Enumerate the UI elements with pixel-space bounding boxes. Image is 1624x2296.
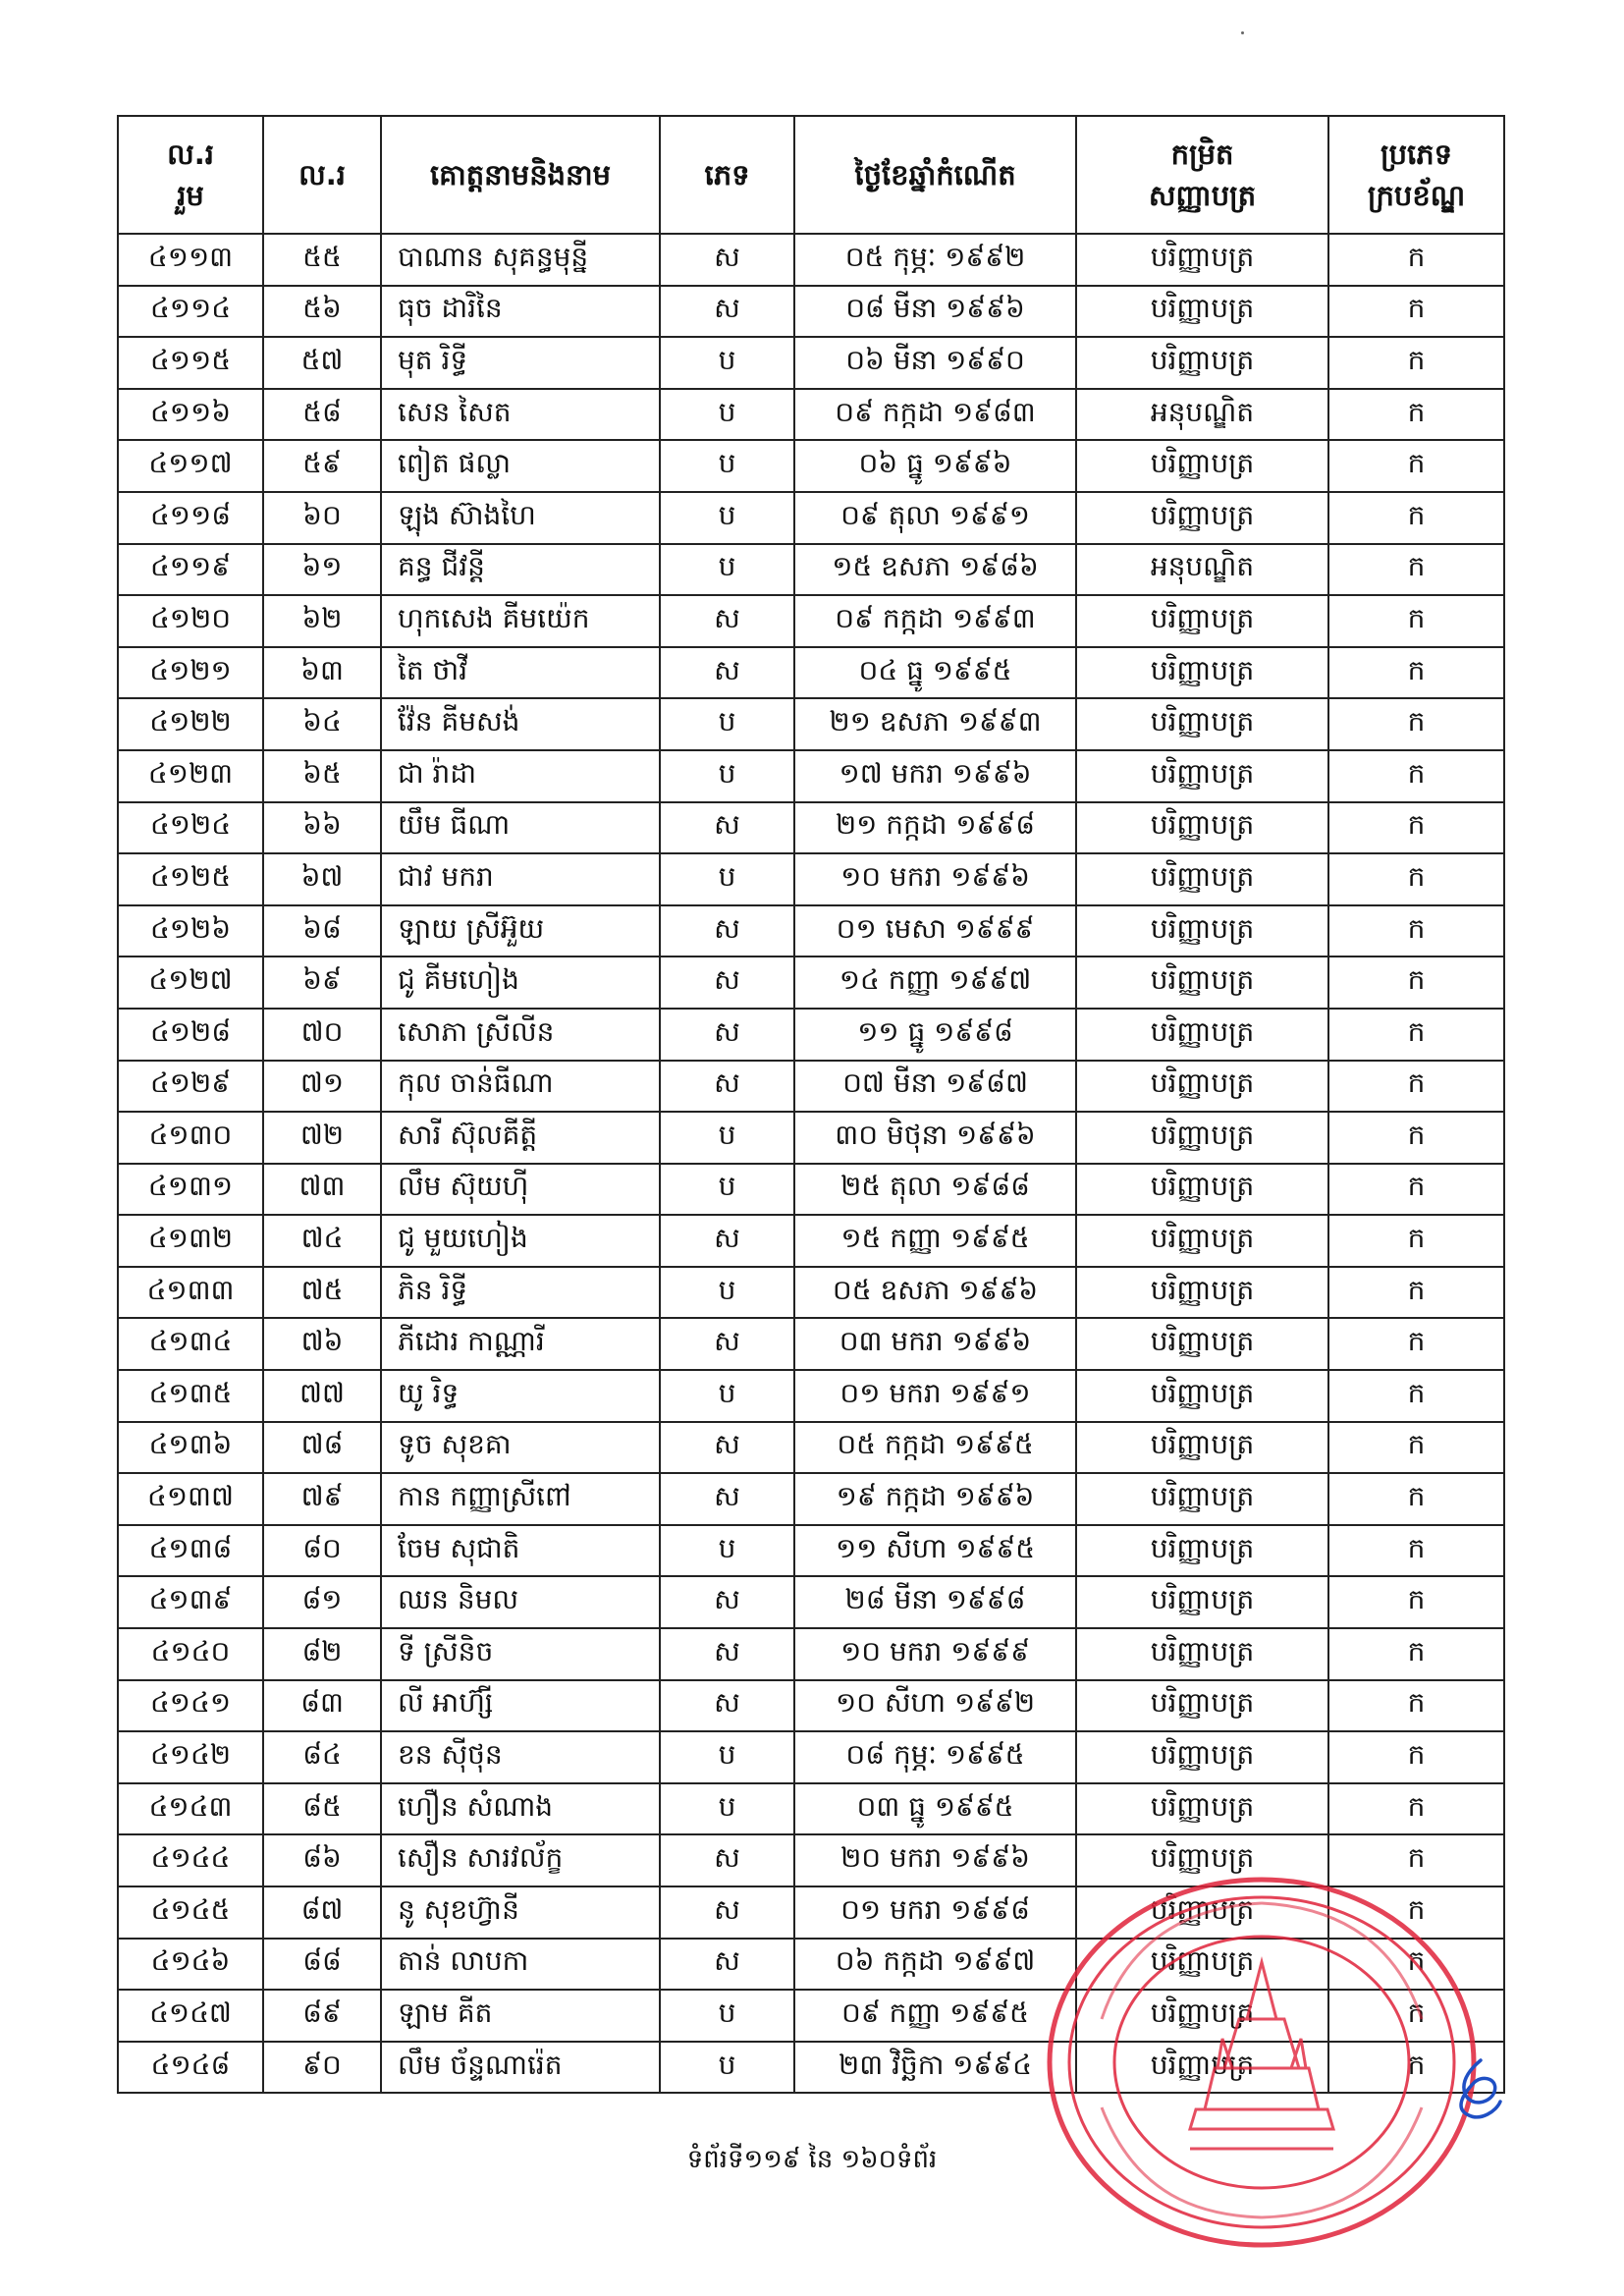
degree-cell: បរិញ្ញាបត្រ (1076, 2042, 1328, 2094)
no-cell: ៦៤ (263, 698, 381, 750)
no-cell: ៨៣ (263, 1680, 381, 1732)
overall-no-cell: ៤១២០ (118, 595, 263, 647)
name-cell: លី អាហ៊្សី (381, 1680, 660, 1732)
overall-no-cell: ៤១២៦ (118, 905, 263, 957)
no-cell: ៧៩ (263, 1473, 381, 1525)
framework-cell: ក (1328, 1939, 1504, 1991)
gender-cell: ប (660, 698, 794, 750)
no-cell: ៨០ (263, 1525, 381, 1577)
no-cell: ៧៧ (263, 1370, 381, 1422)
framework-cell: ក (1328, 1834, 1504, 1886)
birthdate-cell: ១១ ធ្នូ ១៩៩៨ (794, 1009, 1076, 1061)
no-cell: ៦៧ (263, 853, 381, 905)
table-row (118, 698, 1504, 750)
table-row (118, 595, 1504, 647)
table-row (118, 750, 1504, 802)
col-header-no: ល.រ (263, 116, 381, 234)
gender-cell: ស (660, 1318, 794, 1370)
header-row (118, 116, 1504, 234)
table-row (118, 1009, 1504, 1061)
no-cell: ៧៨ (263, 1422, 381, 1474)
gender-cell: ប (660, 750, 794, 802)
framework-cell: ក (1328, 698, 1504, 750)
table-row (118, 905, 1504, 957)
framework-cell: ក (1328, 957, 1504, 1009)
gender-cell: ស (660, 647, 794, 699)
degree-cell: បរិញ្ញាបត្រ (1076, 1112, 1328, 1164)
degree-cell: បរិញ្ញាបត្រ (1076, 234, 1328, 286)
gender-cell: ស (660, 1473, 794, 1525)
birthdate-cell: ១៧ មករា ១៩៩៦ (794, 750, 1076, 802)
birthdate-cell: ០៥ ឧសភា ១៩៩៦ (794, 1267, 1076, 1319)
name-cell: សេន សៃត (381, 389, 660, 441)
overall-no-cell: ៤១៤៤ (118, 1834, 263, 1886)
name-cell: ភីដោរ កាណ្ណារី (381, 1318, 660, 1370)
gender-cell: ស (660, 1939, 794, 1991)
table-row (118, 853, 1504, 905)
gender-cell: ស (660, 1628, 794, 1680)
degree-cell: បរិញ្ញាបត្រ (1076, 1628, 1328, 1680)
table-row (118, 1215, 1504, 1267)
framework-cell: ក (1328, 647, 1504, 699)
framework-cell: ក (1328, 1112, 1504, 1164)
gender-cell: ស (660, 905, 794, 957)
degree-cell: បរិញ្ញាបត្រ (1076, 1164, 1328, 1216)
overall-no-cell: ៤១៣៥ (118, 1370, 263, 1422)
no-cell: ៧៥ (263, 1267, 381, 1319)
overall-no-cell: ៤១៤៣ (118, 1783, 263, 1835)
name-cell: សារី ស៊ុលគីត្តី (381, 1112, 660, 1164)
birthdate-cell: ០៥ កក្កដា ១៩៩៥ (794, 1422, 1076, 1474)
overall-no-cell: ៤១២៥ (118, 853, 263, 905)
name-cell: ជូ មួយហៀង (381, 1215, 660, 1267)
name-cell: គន្ធ ជីវន្តី (381, 544, 660, 596)
name-cell: សឿន សារវល័ក្ខ (381, 1834, 660, 1886)
gender-cell: ប (660, 440, 794, 492)
no-cell: ៦៨ (263, 905, 381, 957)
col-header-birthdate: ថ្ងៃខែឆ្នាំកំណើត (794, 116, 1076, 234)
birthdate-cell: ០៩ តុលា ១៩៩១ (794, 492, 1076, 544)
gender-cell: ស (660, 1422, 794, 1474)
framework-cell: ក (1328, 1318, 1504, 1370)
table-row (118, 1370, 1504, 1422)
no-cell: ៨៨ (263, 1939, 381, 1991)
overall-no-cell: ៤១២១ (118, 647, 263, 699)
degree-cell: បរិញ្ញាបត្រ (1076, 595, 1328, 647)
table-row (118, 286, 1504, 338)
gender-cell: ស (660, 595, 794, 647)
table-row (118, 1061, 1504, 1113)
gender-cell: ប (660, 1731, 794, 1783)
degree-cell: បរិញ្ញាបត្រ (1076, 1061, 1328, 1113)
table-row (118, 1576, 1504, 1628)
framework-cell: ក (1328, 1061, 1504, 1113)
birthdate-cell: ០៦ ធ្នូ ១៩៩៦ (794, 440, 1076, 492)
birthdate-cell: ០៩ កញ្ញា ១៩៩៥ (794, 1990, 1076, 2042)
framework-cell: ក (1328, 286, 1504, 338)
degree-cell: បរិញ្ញាបត្រ (1076, 1783, 1328, 1835)
no-cell: ៧២ (263, 1112, 381, 1164)
overall-no-cell: ៤១៣៤ (118, 1318, 263, 1370)
framework-cell: ក (1328, 1009, 1504, 1061)
birthdate-cell: ២៨ មីនា ១៩៩៨ (794, 1576, 1076, 1628)
overall-no-cell: ៤១៣០ (118, 1112, 263, 1164)
framework-cell: ក (1328, 389, 1504, 441)
degree-cell: បរិញ្ញាបត្រ (1076, 905, 1328, 957)
roster-table (117, 115, 1505, 2094)
table-row (118, 1422, 1504, 1474)
degree-cell: បរិញ្ញាបត្រ (1076, 1886, 1328, 1939)
gender-cell: ស (660, 1009, 794, 1061)
table-row (118, 1318, 1504, 1370)
overall-no-cell: ៤១១៦ (118, 389, 263, 441)
overall-no-cell: ៤១១៤ (118, 286, 263, 338)
gender-cell: ប (660, 1370, 794, 1422)
table-row (118, 440, 1504, 492)
overall-no-cell: ៤១៣២ (118, 1215, 263, 1267)
official-seal-stamp (1043, 1872, 1481, 2253)
degree-cell: បរិញ្ញាបត្រ (1076, 1009, 1328, 1061)
birthdate-cell: ០៨ កុម្ភៈ ១៩៩៥ (794, 1731, 1076, 1783)
framework-cell: ក (1328, 1473, 1504, 1525)
name-cell: វ៉ែន គីមសង់ (381, 698, 660, 750)
no-cell: ៧៣ (263, 1164, 381, 1216)
name-cell: ពៀត ផល្លា (381, 440, 660, 492)
framework-cell: ក (1328, 802, 1504, 854)
birthdate-cell: ១៥ កញ្ញា ១៩៩៥ (794, 1215, 1076, 1267)
overall-no-cell: ៤១២៤ (118, 802, 263, 854)
gender-cell: ស (660, 1680, 794, 1732)
overall-no-cell: ៤១២៩ (118, 1061, 263, 1113)
framework-cell: ក (1328, 750, 1504, 802)
degree-cell: បរិញ្ញាបត្រ (1076, 1939, 1328, 1991)
birthdate-cell: ២៥ តុលា ១៩៨៨ (794, 1164, 1076, 1216)
name-cell: ទូច សុខគា (381, 1422, 660, 1474)
name-cell: ធុច ដារិនៃ (381, 286, 660, 338)
degree-cell: បរិញ្ញាបត្រ (1076, 337, 1328, 389)
degree-cell: បរិញ្ញាបត្រ (1076, 1473, 1328, 1525)
gender-cell: ប (660, 1990, 794, 2042)
roster-body (118, 234, 1504, 2093)
degree-cell: បរិញ្ញាបត្រ (1076, 492, 1328, 544)
degree-cell: បរិញ្ញាបត្រ (1076, 750, 1328, 802)
birthdate-cell: ០៥ កុម្ភៈ ១៩៩២ (794, 234, 1076, 286)
overall-no-cell: ៤១៣១ (118, 1164, 263, 1216)
no-cell: ៨២ (263, 1628, 381, 1680)
framework-cell: ក (1328, 595, 1504, 647)
name-cell: ជូ គីមហៀង (381, 957, 660, 1009)
framework-cell: ក (1328, 853, 1504, 905)
degree-cell: បរិញ្ញាបត្រ (1076, 1422, 1328, 1474)
framework-cell: ក (1328, 544, 1504, 596)
birthdate-cell: ២៣ វិច្ឆិកា ១៩៩៤ (794, 2042, 1076, 2094)
col-header-name: គោត្តនាមនិងនាម (381, 116, 660, 234)
name-cell: ជា រ៉ាដា (381, 750, 660, 802)
table-row (118, 1628, 1504, 1680)
gender-cell: ស (660, 1886, 794, 1939)
gender-cell: ស (660, 802, 794, 854)
name-cell: ឡុង ស៊ាងហៃ (381, 492, 660, 544)
no-cell: ៦៣ (263, 647, 381, 699)
no-cell: ៨៩ (263, 1990, 381, 2042)
col-header-overall-no: ល.រ រួម (118, 116, 263, 234)
no-cell: ៨៧ (263, 1886, 381, 1939)
gender-cell: ប (660, 337, 794, 389)
birthdate-cell: ២១ ឧសភា ១៩៩៣ (794, 698, 1076, 750)
table-row (118, 802, 1504, 854)
degree-cell: បរិញ្ញាបត្រ (1076, 1576, 1328, 1628)
degree-cell: បរិញ្ញាបត្រ (1076, 802, 1328, 854)
birthdate-cell: ១៥ ឧសភា ១៩៨៦ (794, 544, 1076, 596)
table-row (118, 957, 1504, 1009)
col-header-gender: ភេទ (660, 116, 794, 234)
gender-cell: ប (660, 389, 794, 441)
no-cell: ៨១ (263, 1576, 381, 1628)
framework-cell: ក (1328, 234, 1504, 286)
overall-no-cell: ៤១៣៨ (118, 1525, 263, 1577)
col-header-framework: ប្រភេទ ក្របខ័ណ្ឌ (1328, 116, 1504, 234)
table-row (118, 1164, 1504, 1216)
gender-cell: ប (660, 853, 794, 905)
framework-cell: ក (1328, 1576, 1504, 1628)
framework-cell: ក (1328, 1990, 1504, 2042)
framework-cell: ក (1328, 1628, 1504, 1680)
no-cell: ៨៤ (263, 1731, 381, 1783)
table-row (118, 234, 1504, 286)
overall-no-cell: ៤១១៣ (118, 234, 263, 286)
overall-no-cell: ៤១៣៧ (118, 1473, 263, 1525)
no-cell: ៥៨ (263, 389, 381, 441)
name-cell: ភិន រិទ្ធី (381, 1267, 660, 1319)
no-cell: ៧១ (263, 1061, 381, 1113)
gender-cell: ប (660, 1525, 794, 1577)
birthdate-cell: ១៩ កក្កដា ១៩៩៦ (794, 1473, 1076, 1525)
overall-no-cell: ៤១៤៨ (118, 2042, 263, 2094)
birthdate-cell: ០១ មករា ១៩៩១ (794, 1370, 1076, 1422)
degree-cell: បរិញ្ញាបត្រ (1076, 853, 1328, 905)
gender-cell: ស (660, 957, 794, 1009)
overall-no-cell: ៤១១៥ (118, 337, 263, 389)
overall-no-cell: ៤១៤១ (118, 1680, 263, 1732)
overall-no-cell: ៤១៤០ (118, 1628, 263, 1680)
gender-cell: ស (660, 1834, 794, 1886)
name-cell: ចែម សុជាតិ (381, 1525, 660, 1577)
birthdate-cell: ០៣ ធ្នូ ១៩៩៥ (794, 1783, 1076, 1835)
no-cell: ៦៥ (263, 750, 381, 802)
table-row (118, 1473, 1504, 1525)
birthdate-cell: ២១ កក្កដា ១៩៩៨ (794, 802, 1076, 854)
framework-cell: ក (1328, 1267, 1504, 1319)
no-cell: ៧៦ (263, 1318, 381, 1370)
degree-cell: បរិញ្ញាបត្រ (1076, 698, 1328, 750)
name-cell: ឈន និមល (381, 1576, 660, 1628)
name-cell: នូ សុខហ៊្វានី (381, 1886, 660, 1939)
gender-cell: ប (660, 492, 794, 544)
framework-cell: ក (1328, 1215, 1504, 1267)
framework-cell: ក (1328, 1370, 1504, 1422)
framework-cell: ក (1328, 1731, 1504, 1783)
gender-cell: ស (660, 1215, 794, 1267)
gender-cell: ស (660, 1576, 794, 1628)
table-row (118, 1112, 1504, 1164)
table-row (118, 1731, 1504, 1783)
degree-cell: បរិញ្ញាបត្រ (1076, 1731, 1328, 1783)
signature-mark (1441, 2052, 1514, 2125)
overall-no-cell: ៤១២៣ (118, 750, 263, 802)
no-cell: ៥៧ (263, 337, 381, 389)
birthdate-cell: ០៦ មីនា ១៩៩០ (794, 337, 1076, 389)
no-cell: ៨៦ (263, 1834, 381, 1886)
name-cell: សោភា ស្រីលីន (381, 1009, 660, 1061)
framework-cell: ក (1328, 1680, 1504, 1732)
framework-cell: ក (1328, 492, 1504, 544)
page-number: ទំព័រទី១១៩ នៃ ១៦០ទំព័រ (686, 2145, 938, 2174)
gender-cell: ប (660, 1112, 794, 1164)
degree-cell: បរិញ្ញាបត្រ (1076, 647, 1328, 699)
name-cell: ទី ស្រីនិច (381, 1628, 660, 1680)
name-cell: ខន ស៊ីថុន (381, 1731, 660, 1783)
birthdate-cell: ៣០ មិថុនា ១៩៩៦ (794, 1112, 1076, 1164)
birthdate-cell: ១៤ កញ្ញា ១៩៩៧ (794, 957, 1076, 1009)
degree-cell: បរិញ្ញាបត្រ (1076, 957, 1328, 1009)
name-cell: យឹម ធីណា (381, 802, 660, 854)
framework-cell: ក (1328, 2042, 1504, 2094)
no-cell: ៧០ (263, 1009, 381, 1061)
no-cell: ៥៥ (263, 234, 381, 286)
degree-cell: បរិញ្ញាបត្រ (1076, 1990, 1328, 2042)
name-cell: កាន កញ្ញាស្រីពៅ (381, 1473, 660, 1525)
gender-cell: ប (660, 1783, 794, 1835)
no-cell: ៨៥ (263, 1783, 381, 1835)
overall-no-cell: ៤១២២ (118, 698, 263, 750)
table-row (118, 389, 1504, 441)
table-row (118, 1680, 1504, 1732)
overall-no-cell: ៤១២៧ (118, 957, 263, 1009)
birthdate-cell: ០៤ ធ្នូ ១៩៩៥ (794, 647, 1076, 699)
no-cell: ៦០ (263, 492, 381, 544)
name-cell: តាន់ លាបកា (381, 1939, 660, 1991)
birthdate-cell: ០៣ មករា ១៩៩៦ (794, 1318, 1076, 1370)
degree-cell: បរិញ្ញាបត្រ (1076, 1215, 1328, 1267)
name-cell: បាណាន សុគន្ធមុន្នី (381, 234, 660, 286)
name-cell: ហឿន សំណាង (381, 1783, 660, 1835)
framework-cell: ក (1328, 337, 1504, 389)
name-cell: លឹម ច័ន្ទណារ៉េត (381, 2042, 660, 2094)
degree-cell: បរិញ្ញាបត្រ (1076, 286, 1328, 338)
gender-cell: ស (660, 234, 794, 286)
name-cell: មុត រិទ្ធី (381, 337, 660, 389)
name-cell: តៃ ថាវី (381, 647, 660, 699)
framework-cell: ក (1328, 905, 1504, 957)
birthdate-cell: ១០ សីហា ១៩៩២ (794, 1680, 1076, 1732)
birthdate-cell: ១០ មករា ១៩៩៩ (794, 1628, 1076, 1680)
no-cell: ៩០ (263, 2042, 381, 2094)
framework-cell: ក (1328, 1525, 1504, 1577)
no-cell: ៧៤ (263, 1215, 381, 1267)
birthdate-cell: ១០ មករា ១៩៩៦ (794, 853, 1076, 905)
gender-cell: ប (660, 2042, 794, 2094)
no-cell: ៦៦ (263, 802, 381, 854)
framework-cell: ក (1328, 440, 1504, 492)
corner-dot (1241, 31, 1244, 34)
overall-no-cell: ៤១១៩ (118, 544, 263, 596)
overall-no-cell: ៤១៤២ (118, 1731, 263, 1783)
name-cell: ហុកសេង គីមយ៉េក (381, 595, 660, 647)
birthdate-cell: ១១ សីហា ១៩៩៥ (794, 1525, 1076, 1577)
overall-no-cell: ៤១១៧ (118, 440, 263, 492)
framework-cell: ក (1328, 1783, 1504, 1835)
degree-cell: បរិញ្ញាបត្រ (1076, 1680, 1328, 1732)
overall-no-cell: ៤១៣៣ (118, 1267, 263, 1319)
degree-cell: បរិញ្ញាបត្រ (1076, 1370, 1328, 1422)
table-row (118, 1267, 1504, 1319)
no-cell: ៥៦ (263, 286, 381, 338)
birthdate-cell: ០៨ មីនា ១៩៩៦ (794, 286, 1076, 338)
no-cell: ៦២ (263, 595, 381, 647)
overall-no-cell: ៤១៤៧ (118, 1990, 263, 2042)
no-cell: ៥៩ (263, 440, 381, 492)
birthdate-cell: ០៩ កក្កដា ១៩៩៣ (794, 595, 1076, 647)
name-cell: ឡាយ ស្រីអ៊ួយ (381, 905, 660, 957)
overall-no-cell: ៤១៣៦ (118, 1422, 263, 1474)
overall-no-cell: ៤១៤៦ (118, 1939, 263, 1991)
degree-cell: អនុបណ្ឌិត (1076, 544, 1328, 596)
birthdate-cell: ០១ មករា ១៩៩៨ (794, 1886, 1076, 1939)
name-cell: ជាវ មករា (381, 853, 660, 905)
overall-no-cell: ៤១១៨ (118, 492, 263, 544)
name-cell: លឹម ស៊ុយហ៊ី (381, 1164, 660, 1216)
degree-cell: បរិញ្ញាបត្រ (1076, 1267, 1328, 1319)
no-cell: ៦១ (263, 544, 381, 596)
birthdate-cell: ២០ មករា ១៩៩៦ (794, 1834, 1076, 1886)
birthdate-cell: ០១ មេសា ១៩៩៩ (794, 905, 1076, 957)
degree-cell: បរិញ្ញាបត្រ (1076, 1318, 1328, 1370)
framework-cell: ក (1328, 1422, 1504, 1474)
table-row (118, 492, 1504, 544)
degree-cell: បរិញ្ញាបត្រ (1076, 440, 1328, 492)
degree-cell: បរិញ្ញាបត្រ (1076, 1525, 1328, 1577)
no-cell: ៦៩ (263, 957, 381, 1009)
degree-cell: បរិញ្ញាបត្រ (1076, 1834, 1328, 1886)
table-row (118, 647, 1504, 699)
gender-cell: ប (660, 1267, 794, 1319)
name-cell: យូ រិទ្ធ (381, 1370, 660, 1422)
overall-no-cell: ៤១៣៩ (118, 1576, 263, 1628)
table-row (118, 1783, 1504, 1835)
birthdate-cell: ០៩ កក្កដា ១៩៨៣ (794, 389, 1076, 441)
overall-no-cell: ៤១៤៥ (118, 1886, 263, 1939)
name-cell: ឡាម គីត (381, 1990, 660, 2042)
birthdate-cell: ០៦ កក្កដា ១៩៩៧ (794, 1939, 1076, 1991)
table-row (118, 1525, 1504, 1577)
table-row (118, 544, 1504, 596)
framework-cell: ក (1328, 1164, 1504, 1216)
overall-no-cell: ៤១២៨ (118, 1009, 263, 1061)
name-cell: កុល ចាន់ធីណា (381, 1061, 660, 1113)
framework-cell: ក (1328, 1886, 1504, 1939)
birthdate-cell: ០៧ មីនា ១៩៨៧ (794, 1061, 1076, 1113)
gender-cell: ប (660, 544, 794, 596)
degree-cell: អនុបណ្ឌិត (1076, 389, 1328, 441)
table-row (118, 337, 1504, 389)
col-header-degree: កម្រិត សញ្ញាបត្រ (1076, 116, 1328, 234)
gender-cell: ស (660, 286, 794, 338)
gender-cell: ស (660, 1061, 794, 1113)
gender-cell: ប (660, 1164, 794, 1216)
